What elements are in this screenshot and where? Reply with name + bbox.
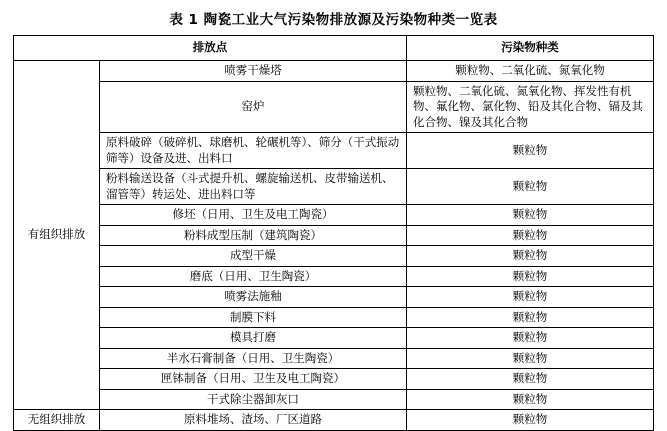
emission-source-cell: 半水石膏制备（日用、卫生陶瓷）	[100, 348, 407, 369]
table-row	[14, 410, 654, 431]
pollutant-type-cell: 颗粒物、二氧化硫、氮氧化物、挥发性有机物、氟化物、氯化物、铅及其化合物、镉及其化合物、镍及其化合物	[407, 81, 654, 133]
pollutant-type-cell: 颗粒物	[407, 133, 654, 169]
table-row	[14, 81, 654, 133]
pollutant-type-cell: 颗粒物	[407, 328, 654, 349]
table-row	[14, 266, 654, 287]
pollutant-type-cell: 颗粒物	[407, 246, 654, 267]
emission-source-cell: 模具打磨	[100, 328, 407, 349]
table-row	[14, 348, 654, 369]
table-row	[14, 225, 654, 246]
pollutant-type-cell: 颗粒物	[407, 389, 654, 410]
emission-source-cell: 修坯（日用、卫生及电工陶瓷）	[100, 205, 407, 226]
pollutant-type-cell: 颗粒物	[407, 266, 654, 287]
emission-source-cell: 匣钵制备（日用、卫生及电工陶瓷）	[100, 369, 407, 390]
table-row	[14, 246, 654, 267]
table-caption: 表 1 陶瓷工业大气污染物排放源及污染物种类一览表	[169, 12, 498, 28]
emission-source-cell: 粉料成型压制（建筑陶瓷）	[100, 225, 407, 246]
pollutant-type-cell: 颗粒物、二氧化硫、氮氧化物	[407, 61, 654, 82]
emission-source-cell: 磨底（日用、卫生陶瓷）	[100, 266, 407, 287]
emission-source-cell: 喷雾干燥塔	[100, 61, 407, 82]
pollutant-type-cell: 颗粒物	[407, 225, 654, 246]
table-row	[14, 205, 654, 226]
emission-source-cell: 原料破碎（破碎机、球磨机、轮碾机等）、筛分（干式振动筛等）设备及进、出料口	[100, 133, 407, 169]
emission-source-cell: 原料堆场、渣场、厂区道路	[100, 410, 407, 431]
pollutant-type-cell: 颗粒物	[407, 348, 654, 369]
row-group-label: 有组织排放	[14, 61, 100, 410]
pollutant-type-cell: 颗粒物	[407, 410, 654, 431]
emission-source-cell: 成型干燥	[100, 246, 407, 267]
header-pollutant: 污染物种类	[407, 36, 654, 61]
pollutant-source-table	[13, 35, 654, 431]
table-row	[14, 133, 654, 169]
emission-source-cell: 窑炉	[100, 81, 407, 133]
pollutant-type-cell: 颗粒物	[407, 287, 654, 308]
emission-source-cell: 干式除尘器卸灰口	[100, 389, 407, 410]
table-body	[14, 61, 654, 431]
emission-source-cell: 粉料输送设备（斗式提升机、螺旋输送机、皮带输送机、溜管等）转运处、进出料口等	[100, 169, 407, 205]
emission-source-cell: 喷雾法施釉	[100, 287, 407, 308]
table-row	[14, 389, 654, 410]
table-row	[14, 287, 654, 308]
table-row	[14, 61, 654, 82]
table-row	[14, 169, 654, 205]
table-header-row	[14, 36, 654, 61]
table-row	[14, 369, 654, 390]
emission-source-cell: 制膜下料	[100, 307, 407, 328]
table-row	[14, 328, 654, 349]
header-source: 排放点	[14, 36, 407, 61]
pollutant-type-cell: 颗粒物	[407, 205, 654, 226]
pollutant-type-cell: 颗粒物	[407, 369, 654, 390]
pollutant-type-cell: 颗粒物	[407, 307, 654, 328]
row-group-label: 无组织排放	[14, 410, 100, 431]
pollutant-type-cell: 颗粒物	[407, 169, 654, 205]
table-row	[14, 307, 654, 328]
